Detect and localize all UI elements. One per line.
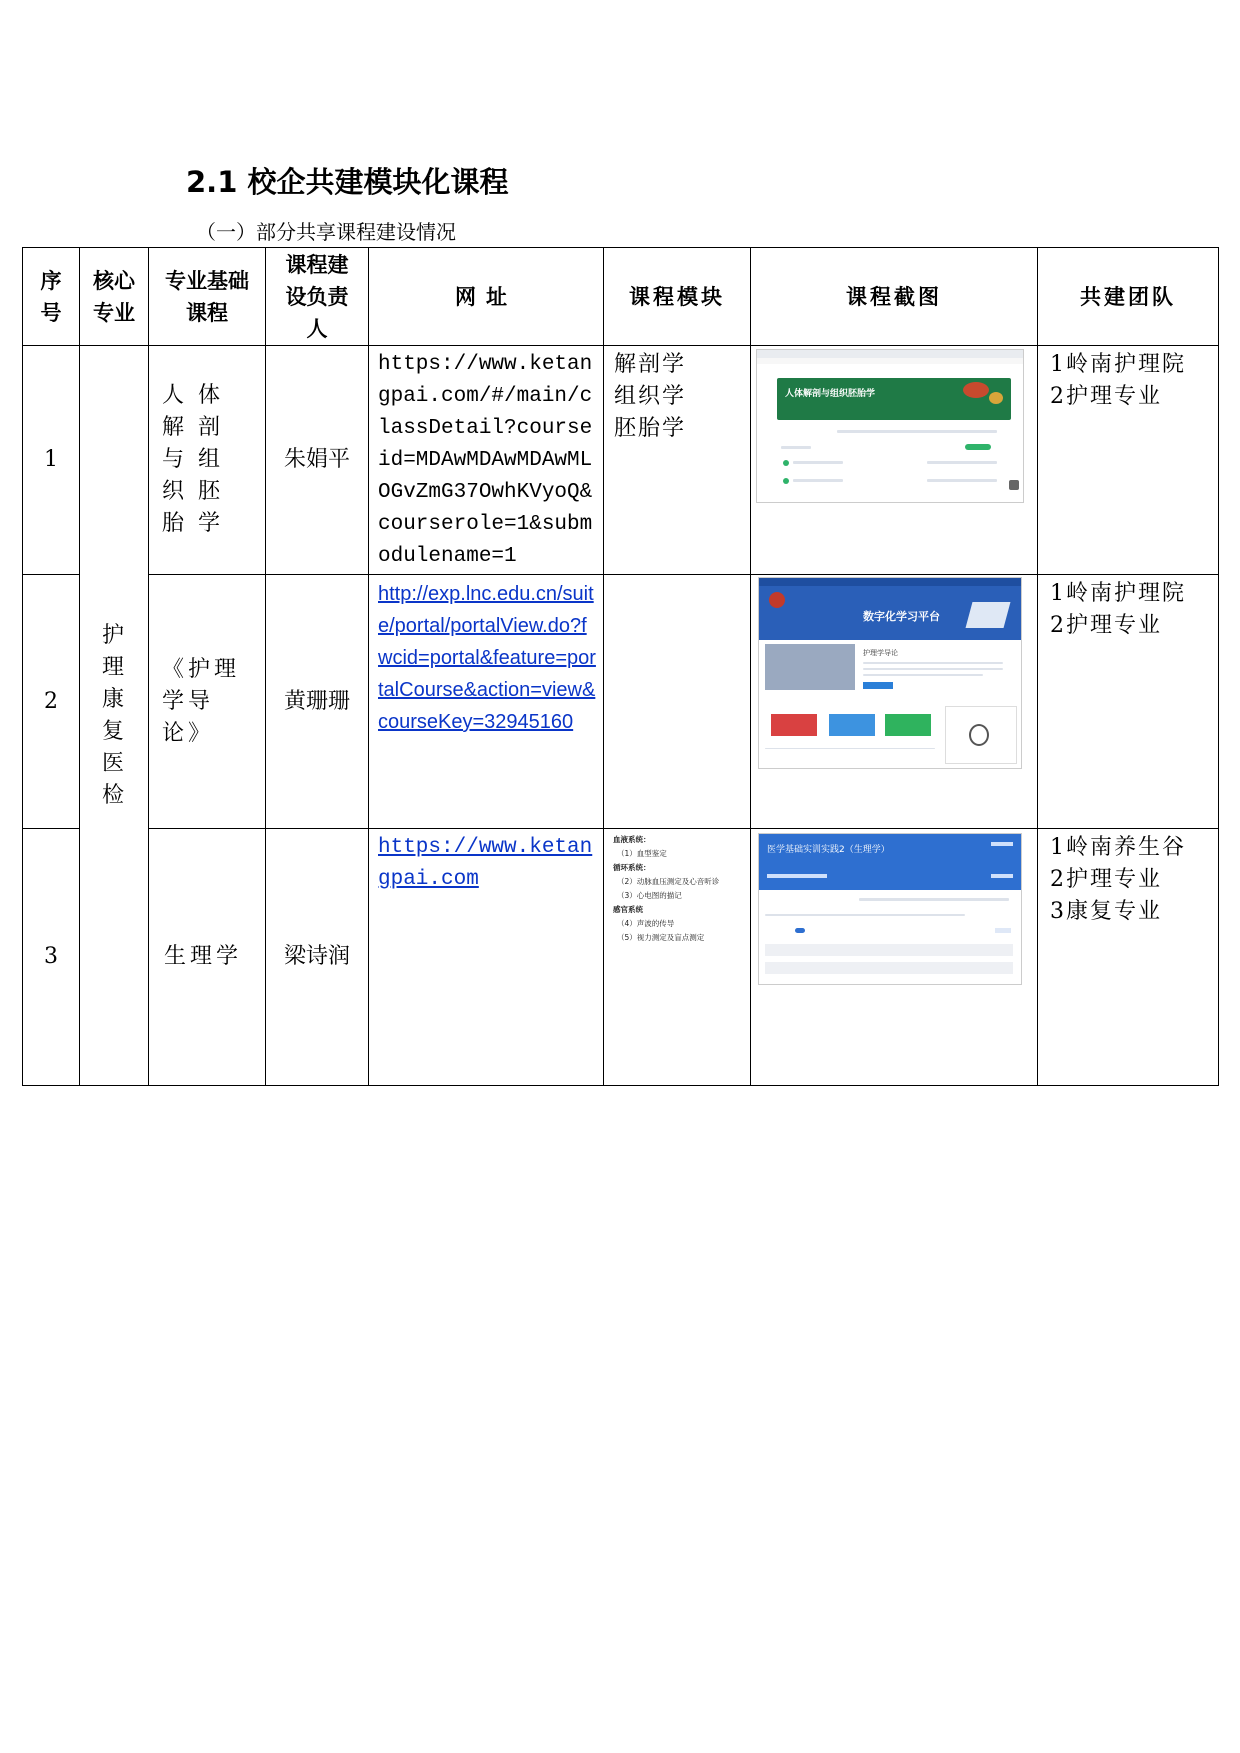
team-item: 2护理专业 [1050, 384, 1162, 409]
row-2-owner: 黄珊珊 [283, 688, 350, 714]
major-cell: 护理康复医检 [101, 622, 126, 808]
header-owner: 课程建设负责人 [285, 252, 349, 341]
row-3-no: 3 [44, 944, 58, 969]
header-no: 序号 [40, 268, 62, 325]
row-1-course: 人体解剖与组织胚胎学 [162, 383, 235, 536]
row-2-url-link[interactable]: http://exp.lnc.edu.cn/suite/portal/portalView.do?fwcid=portal&feature=portalCourse&action=view&courseKey=32945160 [378, 583, 596, 733]
header-url: 网址 [455, 284, 517, 309]
module-item: （4）声波的传导 [617, 919, 675, 928]
module-item: （1）血型鉴定 [617, 849, 667, 858]
row-1-no: 1 [44, 447, 58, 472]
header-course: 专业基础课程 [165, 268, 249, 325]
row-3-screenshot [758, 833, 1022, 985]
module-item: （2）动脉血压测定及心音听诊 [617, 877, 720, 886]
module-group: 血液系统： [613, 835, 651, 844]
team-item: 3康复专业 [1050, 899, 1162, 924]
row-3-url-link[interactable]: https://www.ketangpai.com [378, 836, 593, 891]
row-2-course: 《护理学导论》 [162, 656, 241, 746]
team-item: 2护理专业 [1050, 867, 1162, 892]
header-modules: 课程模块 [629, 284, 725, 309]
module-item: 解剖学 [614, 352, 687, 377]
module-item: （5）视力测定及盲点测定 [617, 933, 705, 942]
header-major: 核心专业 [93, 268, 135, 325]
team-item: 1岭南护理院 [1050, 352, 1186, 377]
module-item: 组织学 [614, 384, 687, 409]
section-subheading: （一）部分共享课程建设情况 [196, 220, 456, 244]
row-2-screenshot: 数字化学习平台 护理学导论 [758, 577, 1022, 769]
course-table [22, 247, 1219, 1096]
row-1-url: https://www.ketangpai.com/#/main/classDetail?courseid=MDAwMDAwMDAwMLOGvZmG37OwhKVyoQ&courserole=1&submodulename=1 [378, 353, 593, 568]
row-3-course: 生理学 [164, 944, 243, 969]
row-3-owner: 梁诗润 [283, 944, 350, 969]
section-heading: 2.1 校企共建模块化课程 [186, 165, 509, 199]
row-1-owner: 朱娟平 [283, 447, 350, 472]
team-item: 1岭南护理院 [1050, 581, 1186, 606]
module-item: （3）心电图的描记 [617, 891, 682, 900]
team-item: 1岭南养生谷 [1050, 835, 1186, 860]
shot-banner: 数字化学习平台 [759, 586, 1021, 640]
shot-banner: 医学基础实训实践2（生理学） [759, 834, 1021, 890]
row-3-modules [613, 833, 747, 945]
team-item: 2护理专业 [1050, 613, 1162, 638]
header-team: 共建团队 [1080, 284, 1176, 309]
row-3-team [1050, 832, 1215, 928]
row-1-screenshot [756, 349, 1024, 503]
module-item: 胚胎学 [614, 416, 687, 441]
module-group: 感官系统 [613, 905, 643, 914]
row-1-modules [614, 349, 744, 445]
row-2-team [1050, 578, 1215, 642]
row-1-team [1050, 349, 1215, 413]
row-2-no: 2 [44, 688, 58, 714]
shot-banner: 人体解剖与组织胚胎学 [777, 378, 1011, 420]
header-screenshot: 课程截图 [846, 284, 942, 309]
module-group: 循环系统： [613, 863, 651, 872]
